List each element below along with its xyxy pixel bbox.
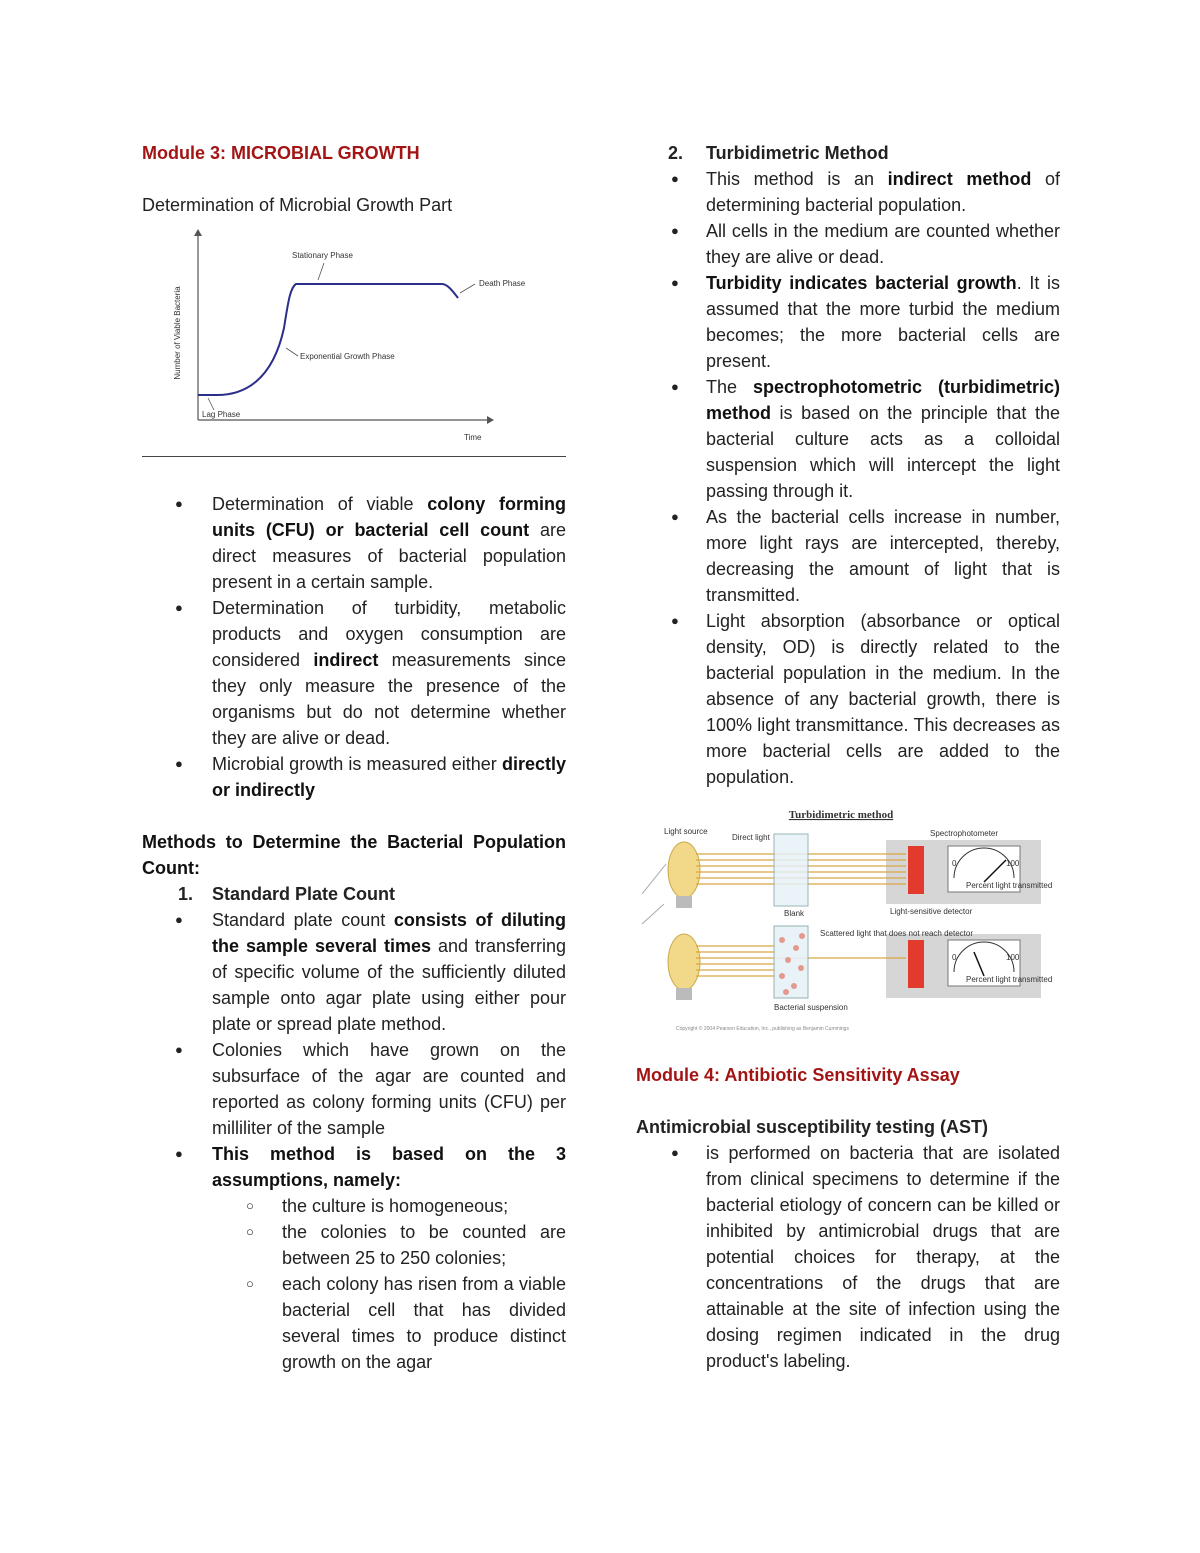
ast-heading: Antimicrobial susceptibility testing (AST)	[636, 1117, 989, 1137]
assumption-item: ○ the culture is homogeneous;	[142, 1193, 566, 1219]
turbidimetric-list	[668, 166, 1060, 790]
module3-title: Module 3: MICROBIAL GROWTH	[142, 143, 420, 163]
growth-curve-line	[198, 284, 458, 395]
turb-bullet-1: ● This method is an indirect method of determining bacterial population.	[668, 166, 1060, 218]
turb-bullet-6: ● Light absorption (absorbance or optical density, OD) is directly related to the bacterial population in the medium. In the absence of any bacterial growth, there is 100% light transmittance. This decreases as more bacterial cells are added to the population.	[668, 608, 1060, 790]
svg-text:0: 0	[952, 859, 957, 868]
bullet-direct: ● Determination of viable colony forming units (CFU) or bacterial cell count are direct measures of bacterial population present in a certain sample.	[142, 491, 566, 595]
turb-bullet-4: ● The spectrophotometric (turbidimetric) method is based on the principle that the bacterial culture acts as a colloidal suspension which will intercept the light passing through it.	[668, 374, 1060, 504]
svg-text:Percent light transmitted: Percent light transmitted	[966, 975, 1053, 984]
svg-text:Scattered light that does not: Scattered light that does not reach detector	[820, 929, 973, 938]
svg-text:Light source: Light source	[664, 827, 708, 836]
ast-bullet-1: ● is performed on bacteria that are isolated from clinical specimens to determine if the bacterial etiology of concern can be killed or inhibited by antimicrobial drugs that are potential choices for therapy, at the concentrations of the drugs that are attainable at the site of infection using the dosing regimen indicated in the drug product's labeling.	[668, 1140, 1060, 1374]
stationary-label: Stationary Phase	[292, 251, 353, 260]
svg-text:Bacterial suspension: Bacterial suspension	[774, 1003, 848, 1012]
lag-label: Lag Phase	[202, 410, 241, 419]
spc-bullet-1: ● Standard plate count consists of diluting the sample several times and transferring of specific volume of the sufficiently diluted sample onto agar plate using either pour plate or spread plate method.	[142, 907, 566, 1037]
ast-list	[668, 1140, 1060, 1374]
method-1-heading: 1. Standard Plate Count	[178, 884, 396, 904]
svg-text:0: 0	[952, 953, 957, 962]
svg-text:Percent light transmitted: Percent light transmitted	[966, 881, 1053, 890]
exponential-label: Exponential Growth Phase	[300, 352, 395, 361]
turb-bullet-5: ● As the bacterial cells increase in number, more light rays are intercepted, thereby, decreasing the amount of light that is transmitted.	[668, 504, 1060, 608]
method-2-heading: 2. Turbidimetric Method	[668, 143, 889, 163]
svg-text:Direct light: Direct light	[732, 833, 770, 842]
svg-text:Spectrophotometer: Spectrophotometer	[930, 829, 999, 838]
subtitle: Determination of Microbial Growth Part	[142, 195, 453, 215]
svg-text:100: 100	[1006, 953, 1020, 962]
assumption-list	[142, 1193, 566, 1375]
spc-bullet-2: ● Colonies which have grown on the subsurface of the agar are counted and reported as colony forming units (CFU) per milliliter of the sample	[142, 1037, 566, 1141]
growth-curve-graph	[142, 228, 566, 454]
assumption-item: ○ each colony has risen from a viable bacterial cell that has divided several times to produce distinct growth on the agar	[142, 1271, 566, 1375]
turb-bullet-3: ● Turbidity indicates bacterial growth. It is assumed that the more turbid the medium becomes; the more bacterial cells are present.	[668, 270, 1060, 374]
module4-title: Module 4: Antibiotic Sensitivity Assay	[636, 1065, 960, 1085]
svg-text:Blank: Blank	[784, 909, 805, 918]
svg-text:100: 100	[1006, 859, 1020, 868]
turbidimetric-figure	[636, 804, 1053, 1036]
turb-bullet-2: ● All cells in the medium are counted whether they are alive or dead.	[668, 218, 1060, 270]
bottom-setup	[668, 926, 1052, 1012]
spc-list	[142, 907, 566, 1193]
figure-title: Turbidimetric method	[788, 809, 894, 821]
top-setup	[664, 827, 1052, 918]
figure-copyright: Copyright © 2004 Pearson Education, Inc., publishing as Benjamin Cummings	[676, 1026, 849, 1032]
measurement-list	[142, 491, 566, 803]
methods-heading: Methods to Determine the Bacterial Population Count:	[142, 832, 566, 878]
death-label: Death Phase	[479, 279, 526, 288]
x-axis-label: Time	[464, 433, 482, 442]
right-column	[636, 140, 1061, 1374]
y-axis-label: Number of Viable Bacteria	[173, 286, 182, 380]
spc-bullet-3: ● This method is based on the 3 assumptions, namely:	[142, 1141, 566, 1193]
svg-text:Light-sensitive detector: Light-sensitive detector	[890, 907, 973, 916]
bullet-indirect: ● Determination of turbidity, metabolic products and oxygen consumption are considered indirect measurements since they only measure the presence of the organisms but do not determine whether they are alive or dead.	[142, 595, 566, 751]
assumption-item: ○ the colonies to be counted are between 25 to 250 colonies;	[142, 1219, 566, 1271]
left-column	[142, 140, 566, 1375]
bullet-growth: ● Microbial growth is measured either directly or indirectly	[142, 751, 566, 803]
